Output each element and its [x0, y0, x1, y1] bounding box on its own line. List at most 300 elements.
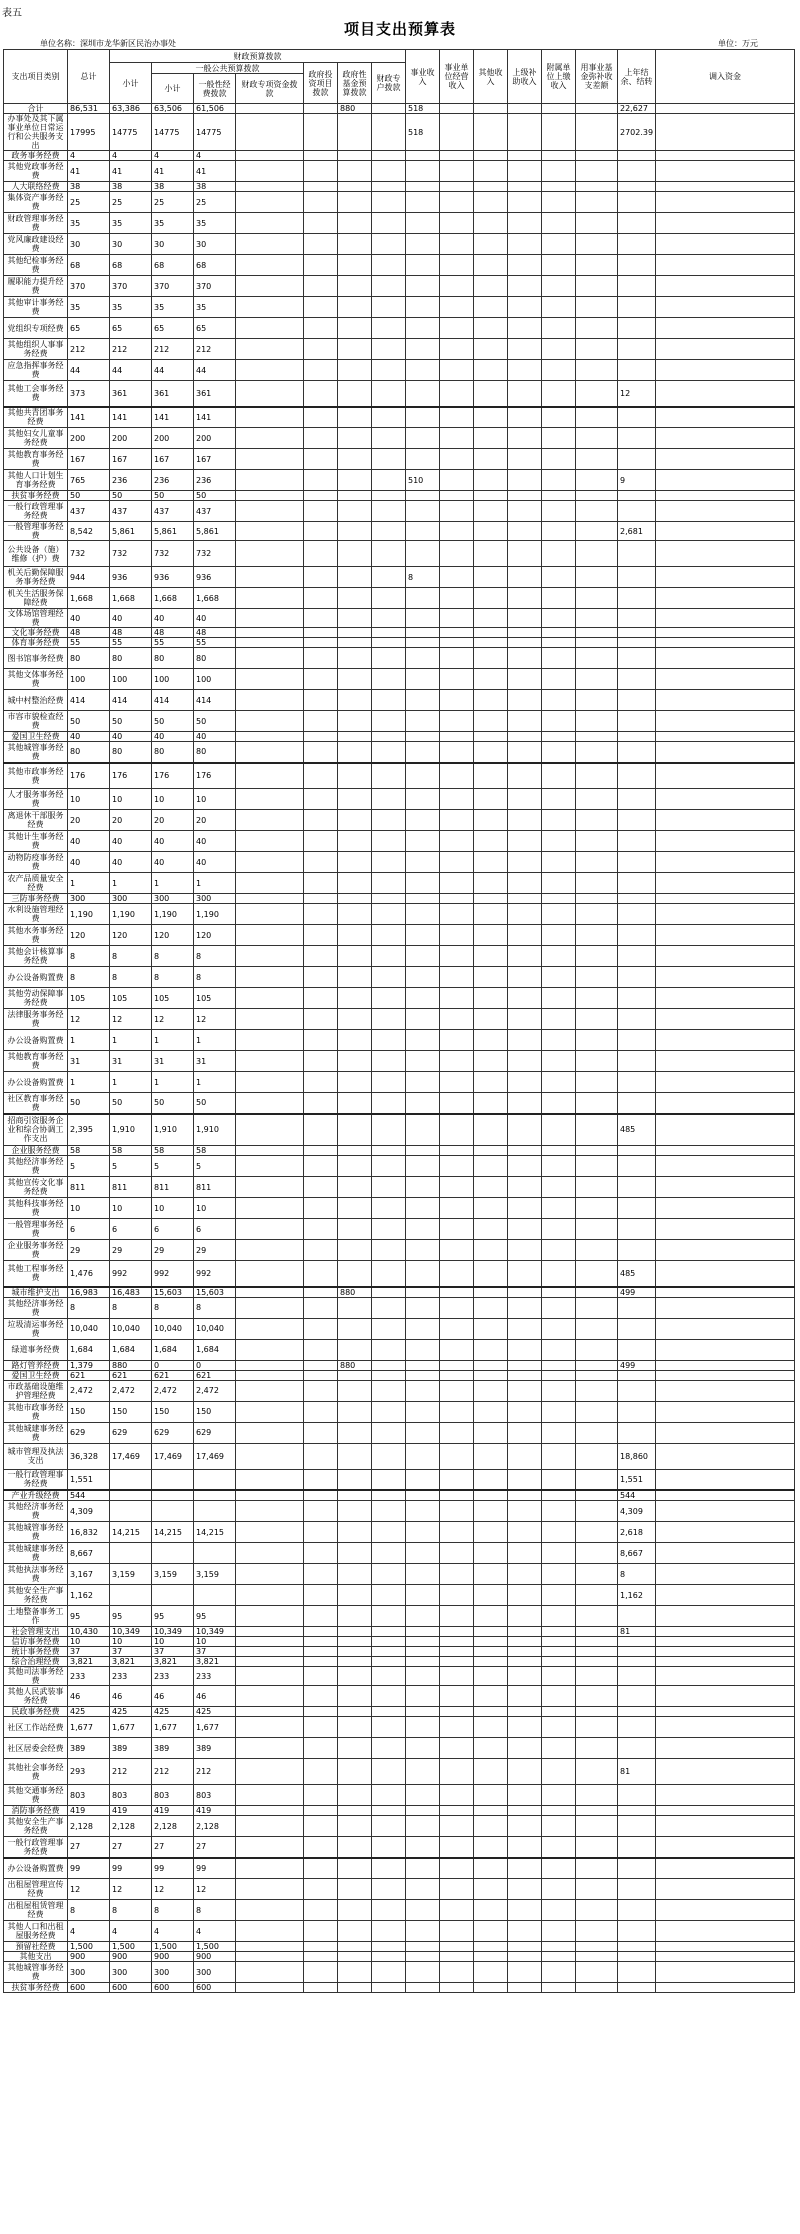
row-gov-fund [338, 1962, 372, 1983]
row-subordinate-income [542, 1490, 576, 1501]
row-name: 垃圾清运事务经费 [4, 1318, 68, 1339]
row-other-income [474, 1198, 508, 1219]
row-transfer [656, 1177, 795, 1198]
row-general-subtotal: 29 [152, 1240, 194, 1261]
row-fiscal-account [372, 852, 406, 873]
row-special-fund [236, 1785, 304, 1806]
row-business-unit-income [440, 1339, 474, 1360]
row-business-unit-income [440, 1837, 474, 1858]
row-other-income [474, 1637, 508, 1647]
row-special-fund [236, 1360, 304, 1370]
row-business-unit-income [440, 1942, 474, 1952]
table-row [4, 1564, 795, 1585]
row-total: 2,395 [68, 1114, 110, 1146]
row-carryover [618, 213, 656, 234]
row-general-subtotal: 1,684 [152, 1339, 194, 1360]
row-business-unit-income [440, 1443, 474, 1469]
row-name: 爱国卫生经费 [4, 1370, 68, 1380]
row-fiscal-subtotal: 437 [110, 501, 152, 522]
row-subordinate-income [542, 732, 576, 742]
row-special-fund [236, 1030, 304, 1051]
row-special-fund [236, 541, 304, 567]
row-business-unit-income [440, 318, 474, 339]
row-fiscal-subtotal: 10,349 [110, 1627, 152, 1637]
row-business-unit-income [440, 1952, 474, 1962]
row-general-regular: 10 [194, 1637, 236, 1647]
row-transfer [656, 1657, 795, 1667]
table-row [4, 192, 795, 213]
row-transfer [656, 1738, 795, 1759]
row-superior-subsidy [508, 1146, 542, 1156]
row-gov-investment [304, 428, 338, 449]
row-fiscal-subtotal: 40 [110, 831, 152, 852]
row-superior-subsidy [508, 873, 542, 894]
row-gov-fund: 880 [338, 1360, 372, 1370]
row-other-income [474, 1443, 508, 1469]
row-business-income: 8 [406, 567, 440, 588]
row-fund-surplus [576, 638, 618, 648]
row-superior-subsidy [508, 339, 542, 360]
row-fiscal-subtotal: 732 [110, 541, 152, 567]
row-general-subtotal: 3,159 [152, 1564, 194, 1585]
row-gov-investment [304, 669, 338, 690]
row-general-regular: 20 [194, 810, 236, 831]
row-carryover [618, 491, 656, 501]
row-fund-surplus [576, 1156, 618, 1177]
row-subordinate-income [542, 1759, 576, 1785]
row-gov-investment [304, 182, 338, 192]
row-superior-subsidy [508, 1543, 542, 1564]
table-row [4, 1156, 795, 1177]
row-fiscal-subtotal: 99 [110, 1858, 152, 1879]
row-carryover [618, 1606, 656, 1627]
row-other-income [474, 1717, 508, 1738]
row-special-fund [236, 1146, 304, 1156]
row-carryover [618, 1318, 656, 1339]
row-gov-investment [304, 104, 338, 114]
row-gov-fund [338, 763, 372, 789]
row-general-regular: 3,159 [194, 1564, 236, 1585]
row-general-regular: 8 [194, 946, 236, 967]
row-general-regular: 17,469 [194, 1443, 236, 1469]
table-row [4, 638, 795, 648]
row-superior-subsidy [508, 1785, 542, 1806]
row-special-fund [236, 1401, 304, 1422]
row-gov-fund [338, 470, 372, 491]
row-general-regular: 50 [194, 711, 236, 732]
row-other-income [474, 428, 508, 449]
row-general-regular: 629 [194, 1422, 236, 1443]
row-gov-investment [304, 1806, 338, 1816]
row-general-subtotal: 811 [152, 1177, 194, 1198]
row-business-income [406, 1156, 440, 1177]
row-business-unit-income [440, 894, 474, 904]
row-gov-investment [304, 1952, 338, 1962]
row-gov-investment [304, 1490, 338, 1501]
row-subordinate-income [542, 1318, 576, 1339]
row-gov-fund [338, 318, 372, 339]
row-gov-fund [338, 339, 372, 360]
row-subordinate-income [542, 567, 576, 588]
row-special-fund [236, 114, 304, 151]
row-carryover: 9 [618, 470, 656, 491]
row-carryover [618, 946, 656, 967]
row-general-regular: 1,677 [194, 1717, 236, 1738]
row-gov-investment [304, 628, 338, 638]
row-fund-surplus [576, 852, 618, 873]
row-carryover [618, 1637, 656, 1647]
row-total: 99 [68, 1858, 110, 1879]
row-fiscal-account [372, 522, 406, 541]
row-subordinate-income [542, 428, 576, 449]
table-row [4, 628, 795, 638]
row-business-income [406, 318, 440, 339]
row-business-income [406, 161, 440, 182]
row-gov-investment [304, 1219, 338, 1240]
row-fund-surplus [576, 567, 618, 588]
row-transfer [656, 810, 795, 831]
row-transfer [656, 1072, 795, 1093]
row-special-fund [236, 638, 304, 648]
row-special-fund [236, 161, 304, 182]
row-business-income [406, 1657, 440, 1667]
row-gov-fund [338, 1942, 372, 1952]
table-row [4, 1962, 795, 1983]
row-business-income [406, 1543, 440, 1564]
row-fund-surplus [576, 428, 618, 449]
row-business-income [406, 381, 440, 407]
row-business-income [406, 789, 440, 810]
row-special-fund [236, 1637, 304, 1647]
row-transfer [656, 894, 795, 904]
row-special-fund [236, 1380, 304, 1401]
row-business-unit-income [440, 648, 474, 669]
row-carryover: 18,860 [618, 1443, 656, 1469]
row-general-regular: 425 [194, 1707, 236, 1717]
row-other-income [474, 182, 508, 192]
row-carryover: 4,309 [618, 1501, 656, 1522]
row-total: 212 [68, 339, 110, 360]
row-carryover [618, 763, 656, 789]
row-transfer [656, 1543, 795, 1564]
row-business-unit-income [440, 1009, 474, 1030]
row-superior-subsidy [508, 182, 542, 192]
row-transfer [656, 491, 795, 501]
row-total: 300 [68, 1962, 110, 1983]
row-transfer [656, 789, 795, 810]
row-subordinate-income [542, 213, 576, 234]
row-business-income [406, 1522, 440, 1543]
row-transfer [656, 1667, 795, 1686]
row-fiscal-subtotal: 150 [110, 1401, 152, 1422]
row-other-income [474, 1647, 508, 1657]
row-other-income [474, 1858, 508, 1879]
row-other-income [474, 104, 508, 114]
row-general-regular: 30 [194, 234, 236, 255]
row-fiscal-subtotal: 40 [110, 852, 152, 873]
row-superior-subsidy [508, 988, 542, 1009]
table-row [4, 1738, 795, 1759]
row-carryover [618, 669, 656, 690]
row-fund-surplus [576, 1717, 618, 1738]
row-fiscal-account [372, 648, 406, 669]
row-superior-subsidy [508, 1297, 542, 1318]
row-other-income [474, 1501, 508, 1522]
row-other-income [474, 967, 508, 988]
header-carryover: 上年结余、结转 [618, 50, 656, 104]
row-name: 党风廉政建设经费 [4, 234, 68, 255]
row-general-subtotal: 105 [152, 988, 194, 1009]
row-transfer [656, 428, 795, 449]
row-total: 300 [68, 894, 110, 904]
row-gov-investment [304, 541, 338, 567]
table-row [4, 711, 795, 732]
row-gov-investment [304, 1318, 338, 1339]
row-business-income [406, 1240, 440, 1261]
row-transfer [656, 567, 795, 588]
row-total: 80 [68, 742, 110, 763]
row-carryover [618, 1921, 656, 1942]
row-gov-fund [338, 1522, 372, 1543]
row-special-fund [236, 491, 304, 501]
row-fiscal-subtotal: 389 [110, 1738, 152, 1759]
row-gov-fund [338, 669, 372, 690]
row-subordinate-income [542, 1114, 576, 1146]
row-fund-surplus [576, 1543, 618, 1564]
row-general-regular: 1,668 [194, 588, 236, 609]
row-carryover [618, 988, 656, 1009]
row-total: 900 [68, 1952, 110, 1962]
row-other-income [474, 1318, 508, 1339]
row-fiscal-subtotal: 80 [110, 648, 152, 669]
row-business-income [406, 360, 440, 381]
row-subordinate-income [542, 501, 576, 522]
row-subordinate-income [542, 1942, 576, 1952]
row-special-fund [236, 988, 304, 1009]
row-special-fund [236, 1806, 304, 1816]
row-gov-fund [338, 1983, 372, 1993]
row-transfer [656, 1962, 795, 1983]
row-special-fund [236, 1738, 304, 1759]
row-general-regular: 1 [194, 873, 236, 894]
row-business-unit-income [440, 407, 474, 428]
row-fiscal-subtotal: 41 [110, 161, 152, 182]
row-general-subtotal: 1,910 [152, 1114, 194, 1146]
row-superior-subsidy [508, 946, 542, 967]
row-general-regular: 1,684 [194, 1339, 236, 1360]
row-gov-investment [304, 276, 338, 297]
row-carryover [618, 567, 656, 588]
row-subordinate-income [542, 1422, 576, 1443]
table-row [4, 690, 795, 711]
row-gov-investment [304, 1360, 338, 1370]
row-carryover [618, 1657, 656, 1667]
row-fund-surplus [576, 1647, 618, 1657]
row-general-subtotal: 12 [152, 1879, 194, 1900]
header-total: 总计 [68, 50, 110, 104]
row-gov-fund [338, 161, 372, 182]
row-general-regular: 1,190 [194, 904, 236, 925]
row-fiscal-subtotal: 419 [110, 1806, 152, 1816]
row-gov-fund [338, 894, 372, 904]
row-transfer [656, 1759, 795, 1785]
row-fund-surplus [576, 1240, 618, 1261]
row-subordinate-income [542, 1522, 576, 1543]
row-gov-fund [338, 789, 372, 810]
row-transfer [656, 213, 795, 234]
row-general-regular: 419 [194, 1806, 236, 1816]
row-fund-surplus [576, 1401, 618, 1422]
row-carryover [618, 648, 656, 669]
row-general-regular: 212 [194, 1759, 236, 1785]
row-superior-subsidy [508, 1952, 542, 1962]
row-other-income [474, 470, 508, 491]
table-row [4, 1759, 795, 1785]
row-carryover [618, 1401, 656, 1422]
row-gov-fund [338, 1837, 372, 1858]
row-total: 20 [68, 810, 110, 831]
row-gov-investment [304, 1942, 338, 1952]
row-fiscal-account [372, 1785, 406, 1806]
row-name: 一般行政管理事务经费 [4, 1469, 68, 1490]
table-row [4, 407, 795, 428]
row-name: 其他交通事务经费 [4, 1785, 68, 1806]
row-special-fund [236, 967, 304, 988]
row-fund-surplus [576, 1837, 618, 1858]
row-other-income [474, 161, 508, 182]
row-general-regular: 236 [194, 470, 236, 491]
row-other-income [474, 732, 508, 742]
row-fiscal-account [372, 360, 406, 381]
row-name: 其他市政事务经费 [4, 763, 68, 789]
row-general-regular: 29 [194, 1240, 236, 1261]
row-general-regular: 10 [194, 789, 236, 810]
row-total: 37 [68, 1647, 110, 1657]
row-other-income [474, 491, 508, 501]
row-gov-fund [338, 1501, 372, 1522]
row-fiscal-subtotal: 50 [110, 491, 152, 501]
row-gov-fund [338, 541, 372, 567]
row-business-unit-income [440, 1962, 474, 1983]
row-fiscal-account [372, 276, 406, 297]
row-business-income [406, 669, 440, 690]
row-fund-surplus [576, 1879, 618, 1900]
row-business-income [406, 213, 440, 234]
row-fiscal-account [372, 213, 406, 234]
row-subordinate-income [542, 1983, 576, 1993]
row-other-income [474, 1522, 508, 1543]
table-row [4, 1942, 795, 1952]
row-total: 29 [68, 1240, 110, 1261]
row-carryover [618, 588, 656, 609]
row-business-income [406, 1785, 440, 1806]
row-special-fund [236, 1686, 304, 1707]
row-subordinate-income [542, 407, 576, 428]
row-name: 其他人口和出租屋服务经费 [4, 1921, 68, 1942]
row-general-regular: 5,861 [194, 522, 236, 541]
row-business-unit-income [440, 732, 474, 742]
row-fund-surplus [576, 1261, 618, 1287]
row-gov-investment [304, 1114, 338, 1146]
row-superior-subsidy [508, 1501, 542, 1522]
row-total: 65 [68, 318, 110, 339]
row-fiscal-account [372, 1156, 406, 1177]
row-superior-subsidy [508, 1921, 542, 1942]
row-other-income [474, 1806, 508, 1816]
row-other-income [474, 873, 508, 894]
row-fiscal-account [372, 967, 406, 988]
row-fiscal-subtotal: 12 [110, 1879, 152, 1900]
row-subordinate-income [542, 470, 576, 491]
row-general-subtotal: 1 [152, 1072, 194, 1093]
table-row [4, 609, 795, 628]
row-gov-investment [304, 567, 338, 588]
row-name: 其他人民武装事务经费 [4, 1686, 68, 1707]
row-carryover [618, 182, 656, 192]
table-row [4, 894, 795, 904]
row-transfer [656, 1287, 795, 1298]
row-business-income [406, 276, 440, 297]
table-row [4, 1287, 795, 1298]
row-transfer [656, 1627, 795, 1637]
row-general-subtotal: 2,472 [152, 1380, 194, 1401]
row-business-income [406, 1667, 440, 1686]
row-transfer [656, 522, 795, 541]
table-row [4, 1240, 795, 1261]
row-other-income [474, 1072, 508, 1093]
row-fiscal-subtotal: 4 [110, 151, 152, 161]
row-special-fund [236, 1962, 304, 1983]
row-carryover [618, 1146, 656, 1156]
row-fiscal-subtotal: 17,469 [110, 1443, 152, 1469]
row-general-regular: 46 [194, 1686, 236, 1707]
row-transfer [656, 1806, 795, 1816]
row-name: 其他纪检事务经费 [4, 255, 68, 276]
row-subordinate-income [542, 1627, 576, 1637]
row-subordinate-income [542, 381, 576, 407]
row-transfer [656, 1522, 795, 1543]
row-business-income [406, 763, 440, 789]
row-gov-fund [338, 1380, 372, 1401]
row-business-income [406, 925, 440, 946]
row-gov-investment [304, 1469, 338, 1490]
row-transfer [656, 1339, 795, 1360]
row-transfer [656, 1501, 795, 1522]
row-fiscal-account [372, 904, 406, 925]
row-gov-investment [304, 1647, 338, 1657]
row-superior-subsidy [508, 609, 542, 628]
row-business-unit-income [440, 1297, 474, 1318]
row-fiscal-account [372, 1738, 406, 1759]
row-fund-surplus [576, 628, 618, 638]
row-gov-investment [304, 1627, 338, 1637]
row-special-fund [236, 192, 304, 213]
row-name: 其他经济事务经费 [4, 1297, 68, 1318]
row-fund-surplus [576, 1380, 618, 1401]
table-row [4, 1261, 795, 1287]
row-fund-surplus [576, 1093, 618, 1114]
row-other-income [474, 925, 508, 946]
row-gov-fund [338, 609, 372, 628]
row-general-subtotal: 31 [152, 1051, 194, 1072]
table-row [4, 1667, 795, 1686]
row-fiscal-subtotal: 2,128 [110, 1816, 152, 1837]
row-other-income [474, 567, 508, 588]
row-gov-fund [338, 1051, 372, 1072]
row-subordinate-income [542, 1030, 576, 1051]
row-business-unit-income [440, 151, 474, 161]
row-business-income: 510 [406, 470, 440, 491]
